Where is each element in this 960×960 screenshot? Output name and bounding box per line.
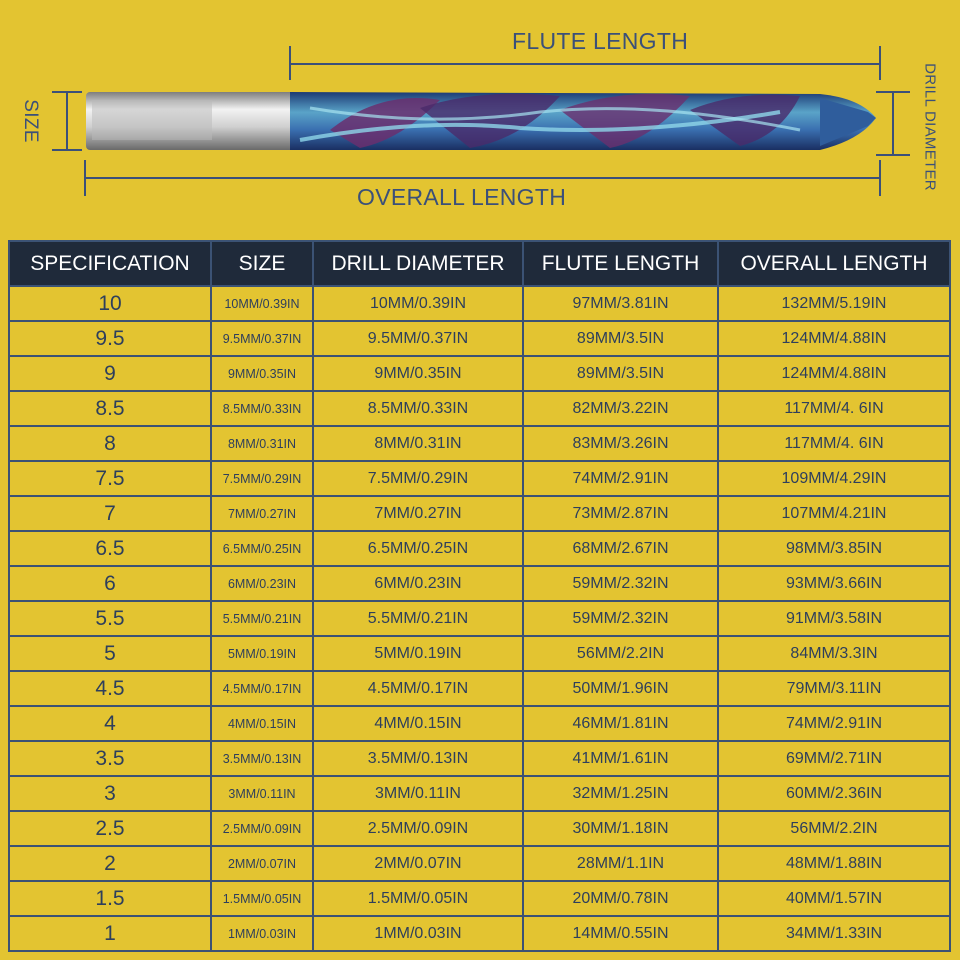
table-row [9, 531, 950, 566]
cell-flute-length: 56MM/2.2IN [523, 636, 718, 671]
specification-table [8, 240, 951, 952]
cell-size: 4MM/0.15IN [211, 706, 313, 741]
table-row [9, 321, 950, 356]
cell-specification: 4 [9, 706, 211, 741]
cell-drill-diameter: 2MM/0.07IN [313, 846, 523, 881]
cell-size: 8.5MM/0.33IN [211, 391, 313, 426]
cell-overall-length: 98MM/3.85IN [718, 531, 950, 566]
cell-flute-length: 74MM/2.91IN [523, 461, 718, 496]
cell-overall-length: 124MM/4.88IN [718, 356, 950, 391]
cell-overall-length: 84MM/3.3IN [718, 636, 950, 671]
cell-specification: 10 [9, 286, 211, 321]
cell-flute-length: 73MM/2.87IN [523, 496, 718, 531]
cell-overall-length: 56MM/2.2IN [718, 811, 950, 846]
cell-specification: 9 [9, 356, 211, 391]
cell-overall-length: 124MM/4.88IN [718, 321, 950, 356]
cell-drill-diameter: 1MM/0.03IN [313, 916, 523, 951]
table-row [9, 776, 950, 811]
cell-overall-length: 117MM/4. 6IN [718, 426, 950, 461]
flute-length-label: FLUTE LENGTH [512, 28, 689, 54]
cell-drill-diameter: 8.5MM/0.33IN [313, 391, 523, 426]
cell-size: 5MM/0.19IN [211, 636, 313, 671]
cell-overall-length: 107MM/4.21IN [718, 496, 950, 531]
cell-flute-length: 59MM/2.32IN [523, 601, 718, 636]
cell-overall-length: 60MM/2.36IN [718, 776, 950, 811]
header-specification: SPECIFICATION [9, 241, 211, 286]
header-flute-length: FLUTE LENGTH [523, 241, 718, 286]
table-row [9, 811, 950, 846]
drill-flute-body [290, 92, 876, 150]
cell-specification: 8.5 [9, 391, 211, 426]
table-row [9, 426, 950, 461]
cell-size: 6MM/0.23IN [211, 566, 313, 601]
cell-specification: 3.5 [9, 741, 211, 776]
cell-specification: 2 [9, 846, 211, 881]
table-row [9, 741, 950, 776]
size-label: SIZE [20, 99, 41, 143]
cell-flute-length: 97MM/3.81IN [523, 286, 718, 321]
cell-size: 1MM/0.03IN [211, 916, 313, 951]
cell-specification: 5.5 [9, 601, 211, 636]
cell-drill-diameter: 5.5MM/0.21IN [313, 601, 523, 636]
cell-drill-diameter: 3MM/0.11IN [313, 776, 523, 811]
cell-specification: 6.5 [9, 531, 211, 566]
cell-size: 9MM/0.35IN [211, 356, 313, 391]
cell-specification: 7.5 [9, 461, 211, 496]
cell-size: 7MM/0.27IN [211, 496, 313, 531]
table-row [9, 916, 950, 951]
cell-drill-diameter: 9MM/0.35IN [313, 356, 523, 391]
table-row [9, 881, 950, 916]
cell-size: 5.5MM/0.21IN [211, 601, 313, 636]
cell-flute-length: 89MM/3.5IN [523, 356, 718, 391]
cell-flute-length: 32MM/1.25IN [523, 776, 718, 811]
header-size: SIZE [211, 241, 313, 286]
cell-size: 3.5MM/0.13IN [211, 741, 313, 776]
table-row [9, 391, 950, 426]
cell-flute-length: 82MM/3.22IN [523, 391, 718, 426]
cell-flute-length: 68MM/2.67IN [523, 531, 718, 566]
cell-overall-length: 132MM/5.19IN [718, 286, 950, 321]
cell-overall-length: 79MM/3.11IN [718, 671, 950, 706]
drill-shank [86, 92, 294, 150]
cell-flute-length: 28MM/1.1IN [523, 846, 718, 881]
table-row [9, 846, 950, 881]
cell-specification: 6 [9, 566, 211, 601]
cell-flute-length: 59MM/2.32IN [523, 566, 718, 601]
cell-overall-length: 91MM/3.58IN [718, 601, 950, 636]
cell-drill-diameter: 4.5MM/0.17IN [313, 671, 523, 706]
cell-flute-length: 14MM/0.55IN [523, 916, 718, 951]
table-row [9, 496, 950, 531]
cell-specification: 5 [9, 636, 211, 671]
cell-drill-diameter: 10MM/0.39IN [313, 286, 523, 321]
cell-overall-length: 69MM/2.71IN [718, 741, 950, 776]
table-row [9, 286, 950, 321]
cell-specification: 8 [9, 426, 211, 461]
cell-flute-length: 89MM/3.5IN [523, 321, 718, 356]
cell-specification: 9.5 [9, 321, 211, 356]
cell-drill-diameter: 1.5MM/0.05IN [313, 881, 523, 916]
cell-specification: 2.5 [9, 811, 211, 846]
cell-specification: 4.5 [9, 671, 211, 706]
cell-drill-diameter: 4MM/0.15IN [313, 706, 523, 741]
cell-overall-length: 109MM/4.29IN [718, 461, 950, 496]
table-row [9, 566, 950, 601]
cell-size: 10MM/0.39IN [211, 286, 313, 321]
cell-overall-length: 40MM/1.57IN [718, 881, 950, 916]
cell-size: 7.5MM/0.29IN [211, 461, 313, 496]
cell-size: 2MM/0.07IN [211, 846, 313, 881]
drill-diameter-label: DRILL DIAMETER [921, 63, 939, 191]
cell-flute-length: 46MM/1.81IN [523, 706, 718, 741]
size-dimension [52, 92, 82, 150]
cell-flute-length: 30MM/1.18IN [523, 811, 718, 846]
cell-drill-diameter: 5MM/0.19IN [313, 636, 523, 671]
cell-size: 3MM/0.11IN [211, 776, 313, 811]
table-row [9, 601, 950, 636]
drill-diameter-dimension [876, 92, 910, 155]
cell-drill-diameter: 6MM/0.23IN [313, 566, 523, 601]
cell-size: 8MM/0.31IN [211, 426, 313, 461]
cell-drill-diameter: 2.5MM/0.09IN [313, 811, 523, 846]
cell-overall-length: 48MM/1.88IN [718, 846, 950, 881]
cell-drill-diameter: 7MM/0.27IN [313, 496, 523, 531]
cell-size: 4.5MM/0.17IN [211, 671, 313, 706]
cell-flute-length: 20MM/0.78IN [523, 881, 718, 916]
cell-drill-diameter: 6.5MM/0.25IN [313, 531, 523, 566]
cell-flute-length: 41MM/1.61IN [523, 741, 718, 776]
cell-overall-length: 117MM/4. 6IN [718, 391, 950, 426]
cell-specification: 3 [9, 776, 211, 811]
cell-flute-length: 83MM/3.26IN [523, 426, 718, 461]
cell-drill-diameter: 3.5MM/0.13IN [313, 741, 523, 776]
cell-overall-length: 34MM/1.33IN [718, 916, 950, 951]
table-row [9, 671, 950, 706]
header-drill-diameter: DRILL DIAMETER [313, 241, 523, 286]
cell-size: 9.5MM/0.37IN [211, 321, 313, 356]
cell-overall-length: 74MM/2.91IN [718, 706, 950, 741]
cell-specification: 7 [9, 496, 211, 531]
cell-size: 2.5MM/0.09IN [211, 811, 313, 846]
header-overall-length: OVERALL LENGTH [718, 241, 950, 286]
cell-specification: 1 [9, 916, 211, 951]
cell-drill-diameter: 8MM/0.31IN [313, 426, 523, 461]
table-row [9, 356, 950, 391]
cell-specification: 1.5 [9, 881, 211, 916]
cell-drill-diameter: 9.5MM/0.37IN [313, 321, 523, 356]
overall-length-label: OVERALL LENGTH [357, 184, 567, 210]
cell-overall-length: 93MM/3.66IN [718, 566, 950, 601]
cell-flute-length: 50MM/1.96IN [523, 671, 718, 706]
table-row [9, 461, 950, 496]
cell-size: 6.5MM/0.25IN [211, 531, 313, 566]
table-row [9, 636, 950, 671]
table-header-row [9, 241, 950, 286]
cell-drill-diameter: 7.5MM/0.29IN [313, 461, 523, 496]
table-row [9, 706, 950, 741]
cell-size: 1.5MM/0.05IN [211, 881, 313, 916]
